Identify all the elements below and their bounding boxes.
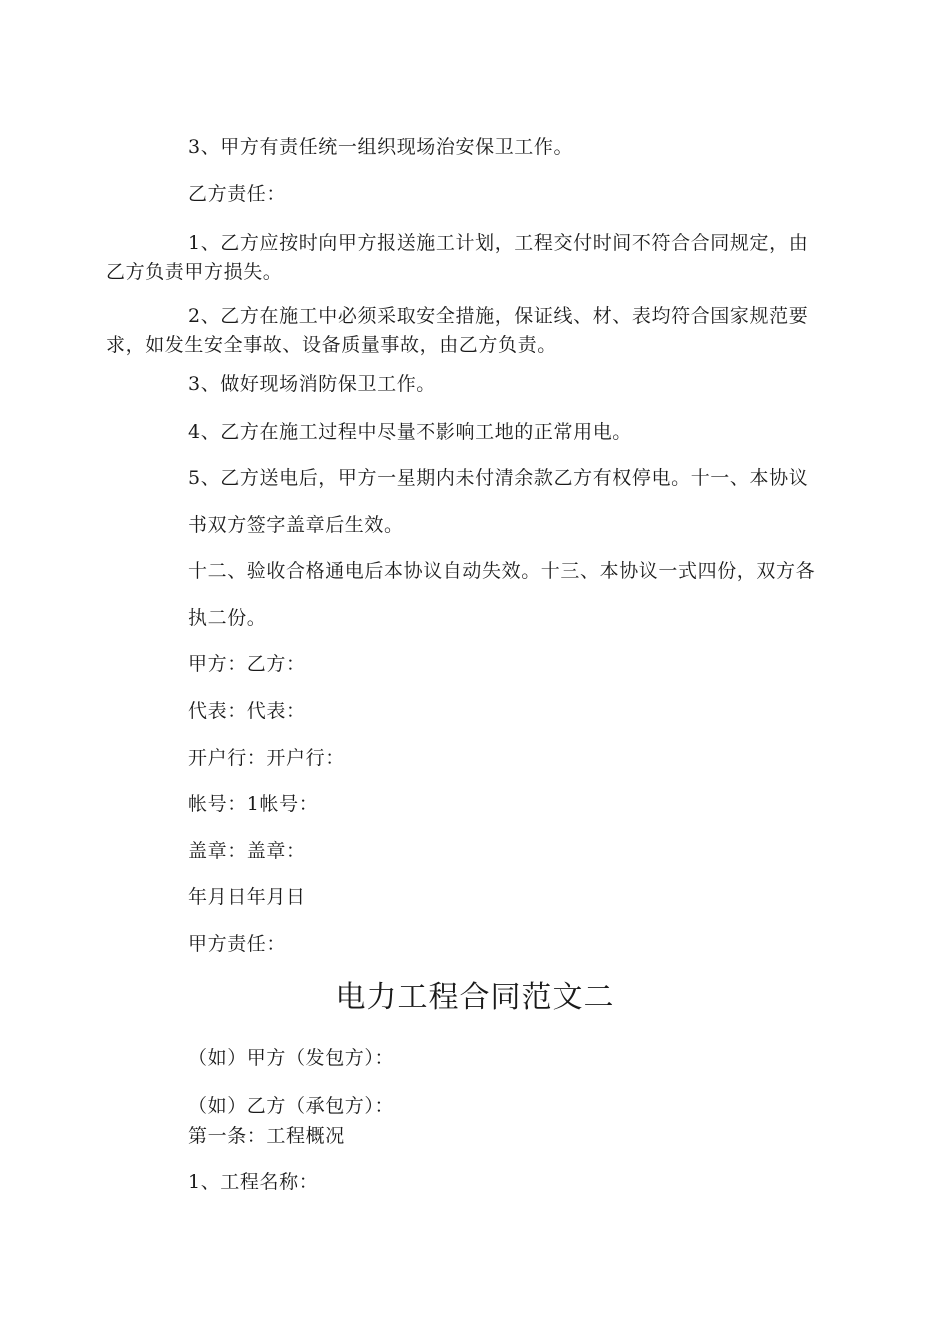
paragraph-line: 2、乙方在施工中必须采取安全措施，保证线、材、表均符合国家规范要 bbox=[188, 305, 809, 327]
signature-date-row: 年月日年月日 bbox=[188, 886, 306, 908]
paragraph-party-b-item-4: 4、乙方在施工过程中尽量不影响工地的正常用电。 bbox=[188, 421, 632, 443]
paragraph-party-b-item-3: 3、做好现场消防保卫工作。 bbox=[188, 373, 436, 395]
paragraph-party-b-heading: 乙方责任： bbox=[188, 183, 287, 205]
party-b-line: （如）乙方（承包方）： bbox=[188, 1095, 395, 1117]
paragraph-line: 求，如发生安全事故、设备质量事故，由乙方负责。 bbox=[106, 334, 557, 356]
signature-party-row: 甲方：乙方： bbox=[188, 653, 306, 675]
paragraph-party-a-security: 3、甲方有责任统一组织现场治安保卫工作。 bbox=[188, 136, 574, 158]
paragraph-line: 1、乙方应按时向甲方报送施工计划，工程交付时间不符合合同规定，由 bbox=[188, 232, 809, 254]
paragraph-clause-13-cont: 执二份。 bbox=[188, 607, 267, 629]
paragraph-party-a-heading: 甲方责任： bbox=[188, 933, 287, 955]
paragraph-line: 乙方负责甲方损失。 bbox=[106, 261, 283, 283]
paragraph-clause-12: 十二、验收合格通电后本协议自动失效。十三、本协议一式四份，双方各 bbox=[188, 560, 816, 582]
signature-seal-row: 盖章：盖章： bbox=[188, 840, 306, 862]
section-title: 电力工程合同范文二 bbox=[335, 980, 615, 1015]
signature-account-row: 帐号：1帐号： bbox=[188, 793, 319, 815]
signature-bank-row: 开户行：开户行： bbox=[188, 747, 345, 769]
signature-representative-row: 代表：代表： bbox=[188, 700, 306, 722]
paragraph-party-b-item-5: 5、乙方送电后，甲方一星期内未付清余款乙方有权停电。十一、本协议 bbox=[188, 467, 809, 489]
project-name-line: 1、工程名称： bbox=[188, 1171, 319, 1193]
article-1-heading: 第一条：工程概况 bbox=[188, 1125, 345, 1147]
party-a-line: （如）甲方（发包方）： bbox=[188, 1047, 395, 1069]
paragraph-clause-11-cont: 书双方签字盖章后生效。 bbox=[188, 514, 404, 536]
